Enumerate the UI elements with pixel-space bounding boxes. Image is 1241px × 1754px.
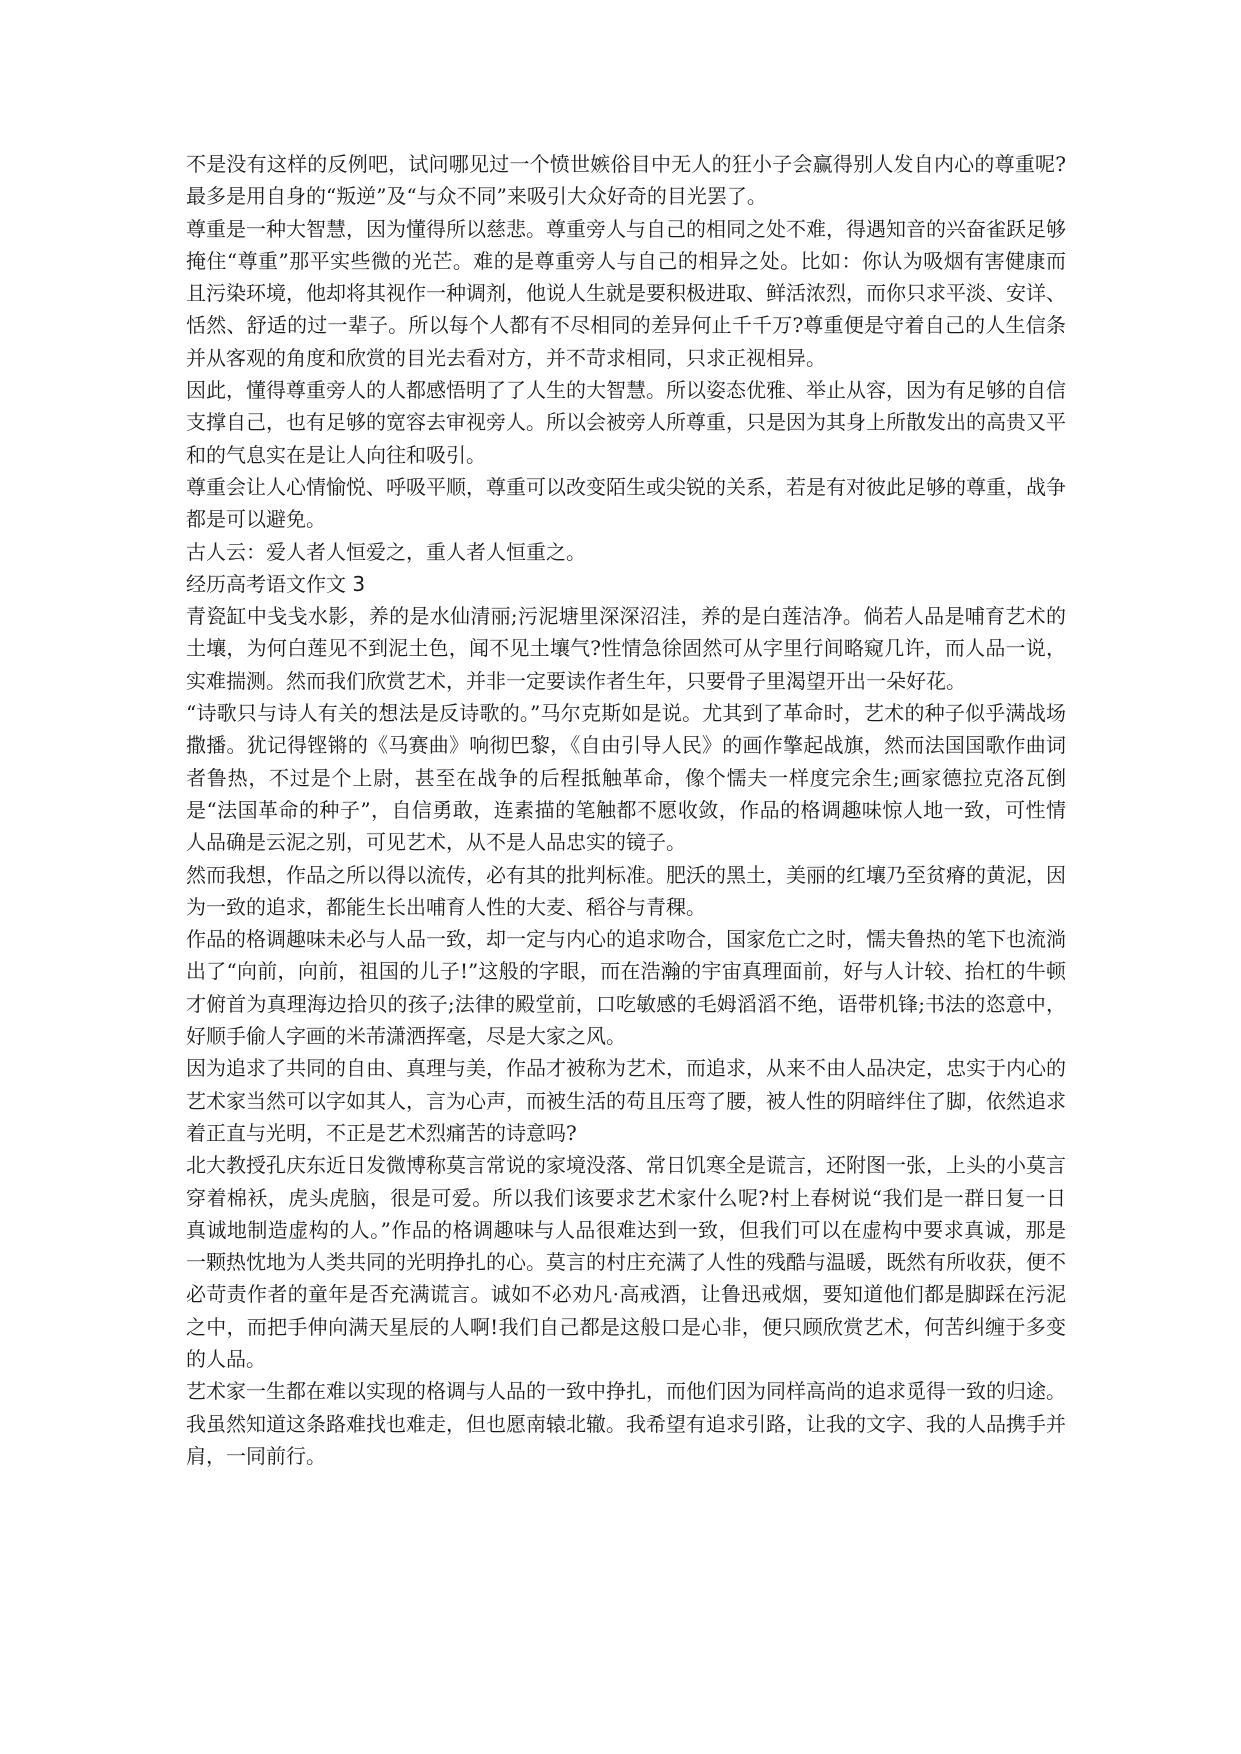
paragraph: 北大教授孔庆东近日发微博称莫言常说的家境没落、常日饥寒全是谎言，还附图一张，上头的小莫言穿着棉袄，虎头虎脑，很是可爱。所以我们该要求艺术家什么呢?村上春树说“我们是一群日复一日真诚地制造虚构的人。”作品的格调趣味与人品很难达到一致，但我们可以在虚构中要求真诚，那是一颗热忱地为人类共同的光明挣扎的心。莫言的村庄充满了人性的残酷与温暖，既然有所收获，便不必苛责作者的童年是否充满谎言。诚如不必劝凡·高戒酒，让鲁迅戒烟，要知道他们都是脚踩在污泥之中，而把手伸向满天星辰的人啊!我们自己都是这般口是心非，便只顾欣赏艺术，何苦纠缠于多变的人品。: [186, 1153, 1066, 1371]
paragraph: 古人云：爱人者人恒爱之，重人者人恒重之。: [186, 539, 586, 564]
paragraph: 青瓷缸中戋戋水影，养的是水仙清丽;污泥塘里深深沼洼，养的是白莲洁净。倘若人品是哺育艺术的土壤，为何白莲见不到泥土色，闻不见土壤气?性情急徐固然可从字里行间略窥几许，而人品一说，实难揣测。然而我们欣赏艺术，并非一定要读作者生年，只要骨子里渴望开出一朵好花。: [186, 604, 1066, 693]
paragraph: “诗歌只与诗人有关的想法是反诗歌的。”马尔克斯如是说。尤其到了革命时，艺术的种子似乎满战场撒播。犹记得铿锵的《马赛曲》响彻巴黎，《自由引导人民》的画作擎起战旗，然而法国国歌作曲词者鲁热，不过是个上尉，甚至在战争的后程抵触革命，像个懦夫一样度完余生;画家德拉克洛瓦倒是“法国革命的种子”，自信勇敢，连素描的笔触都不愿收敛，作品的格调趣味惊人地一致，可性情人品确是云泥之别，可见艺术，从不是人品忠实的镜子。: [186, 701, 1066, 855]
paragraph: 作品的格调趣味未必与人品一致，却一定与内心的追求吻合，国家危亡之时，懦夫鲁热的笔下也流淌出了“向前，向前，祖国的儿子!”这般的字眼，而在浩瀚的宇宙真理面前，好与人计较、抬杠的牛顿才俯首为真理海边拾贝的孩子;法律的殿堂前，口吃敏感的毛姆滔滔不绝，语带机锋;书法的恣意中，好顺手偷人字画的米芾潇洒挥毫，尽是大家之风。: [186, 927, 1066, 1049]
paragraph: 艺术家一生都在难以实现的格调与人品的一致中挣扎，而他们因为同样高尚的追求觅得一致的归途。: [186, 1379, 1066, 1404]
document-body: [186, 148, 1066, 1472]
paragraph: 因为追求了共同的自由、真理与美，作品才被称为艺术，而追求，从来不由人品决定，忠实于内心的艺术家当然可以字如其人，言为心声，而被生活的苟且压弯了腰，被人性的阴暗绊住了脚，依然追求着正直与光明，不正是艺术烈痛苦的诗意吗?: [186, 1056, 1066, 1145]
paragraph: 因此，懂得尊重旁人的人都感悟明了了人生的大智慧。所以姿态优雅、举止从容，因为有足够的自信支撑自己，也有足够的宽容去审视旁人。所以会被旁人所尊重，只是因为其身上所散发出的高贵又平和的气息实在是让人向往和吸引。: [186, 378, 1066, 467]
paragraph: 尊重是一种大智慧，因为懂得所以慈悲。尊重旁人与自己的相同之处不难，得遇知音的兴奋雀跃足够掩住“尊重”那平实些微的光芒。难的是尊重旁人与自己的相异之处。比如：你认为吸烟有害健康而且污染环境，他却将其视作一种调剂，他说人生就是要积极进取、鲜活浓烈，而你只求平淡、安详、恬然、舒适的过一辈子。所以每个人都有不尽相同的差异何止千千万?尊重便是守着自己的人生信条并从客观的角度和欣赏的目光去看对方，并不苛求相同，只求正视相异。: [186, 216, 1066, 370]
paragraph: 我虽然知道这条路难找也难走，但也愿南辕北辙。我希望有追求引路，让我的文字、我的人品携手并肩，一同前行。: [186, 1411, 1066, 1468]
paragraph: 然而我想，作品之所以得以流传，必有其的批判标准。肥沃的黑土，美丽的红壤乃至贫瘠的黄泥，因为一致的追求，都能生长出哺育人性的大麦、稻谷与青稞。: [186, 862, 1066, 919]
essay-heading: 经历高考语文作文 3: [186, 571, 366, 596]
paragraph: 不是没有这样的反例吧，试问哪见过一个愤世嫉俗目中无人的狂小子会赢得别人发自内心的尊重呢?最多是用自身的“叛逆”及“与众不同”来吸引大众好奇的目光罢了。: [186, 152, 1066, 209]
paragraph: 尊重会让人心情愉悦、呼吸平顺，尊重可以改变陌生或尖锐的关系，若是有对彼此足够的尊重，战争都是可以避免。: [186, 474, 1066, 532]
